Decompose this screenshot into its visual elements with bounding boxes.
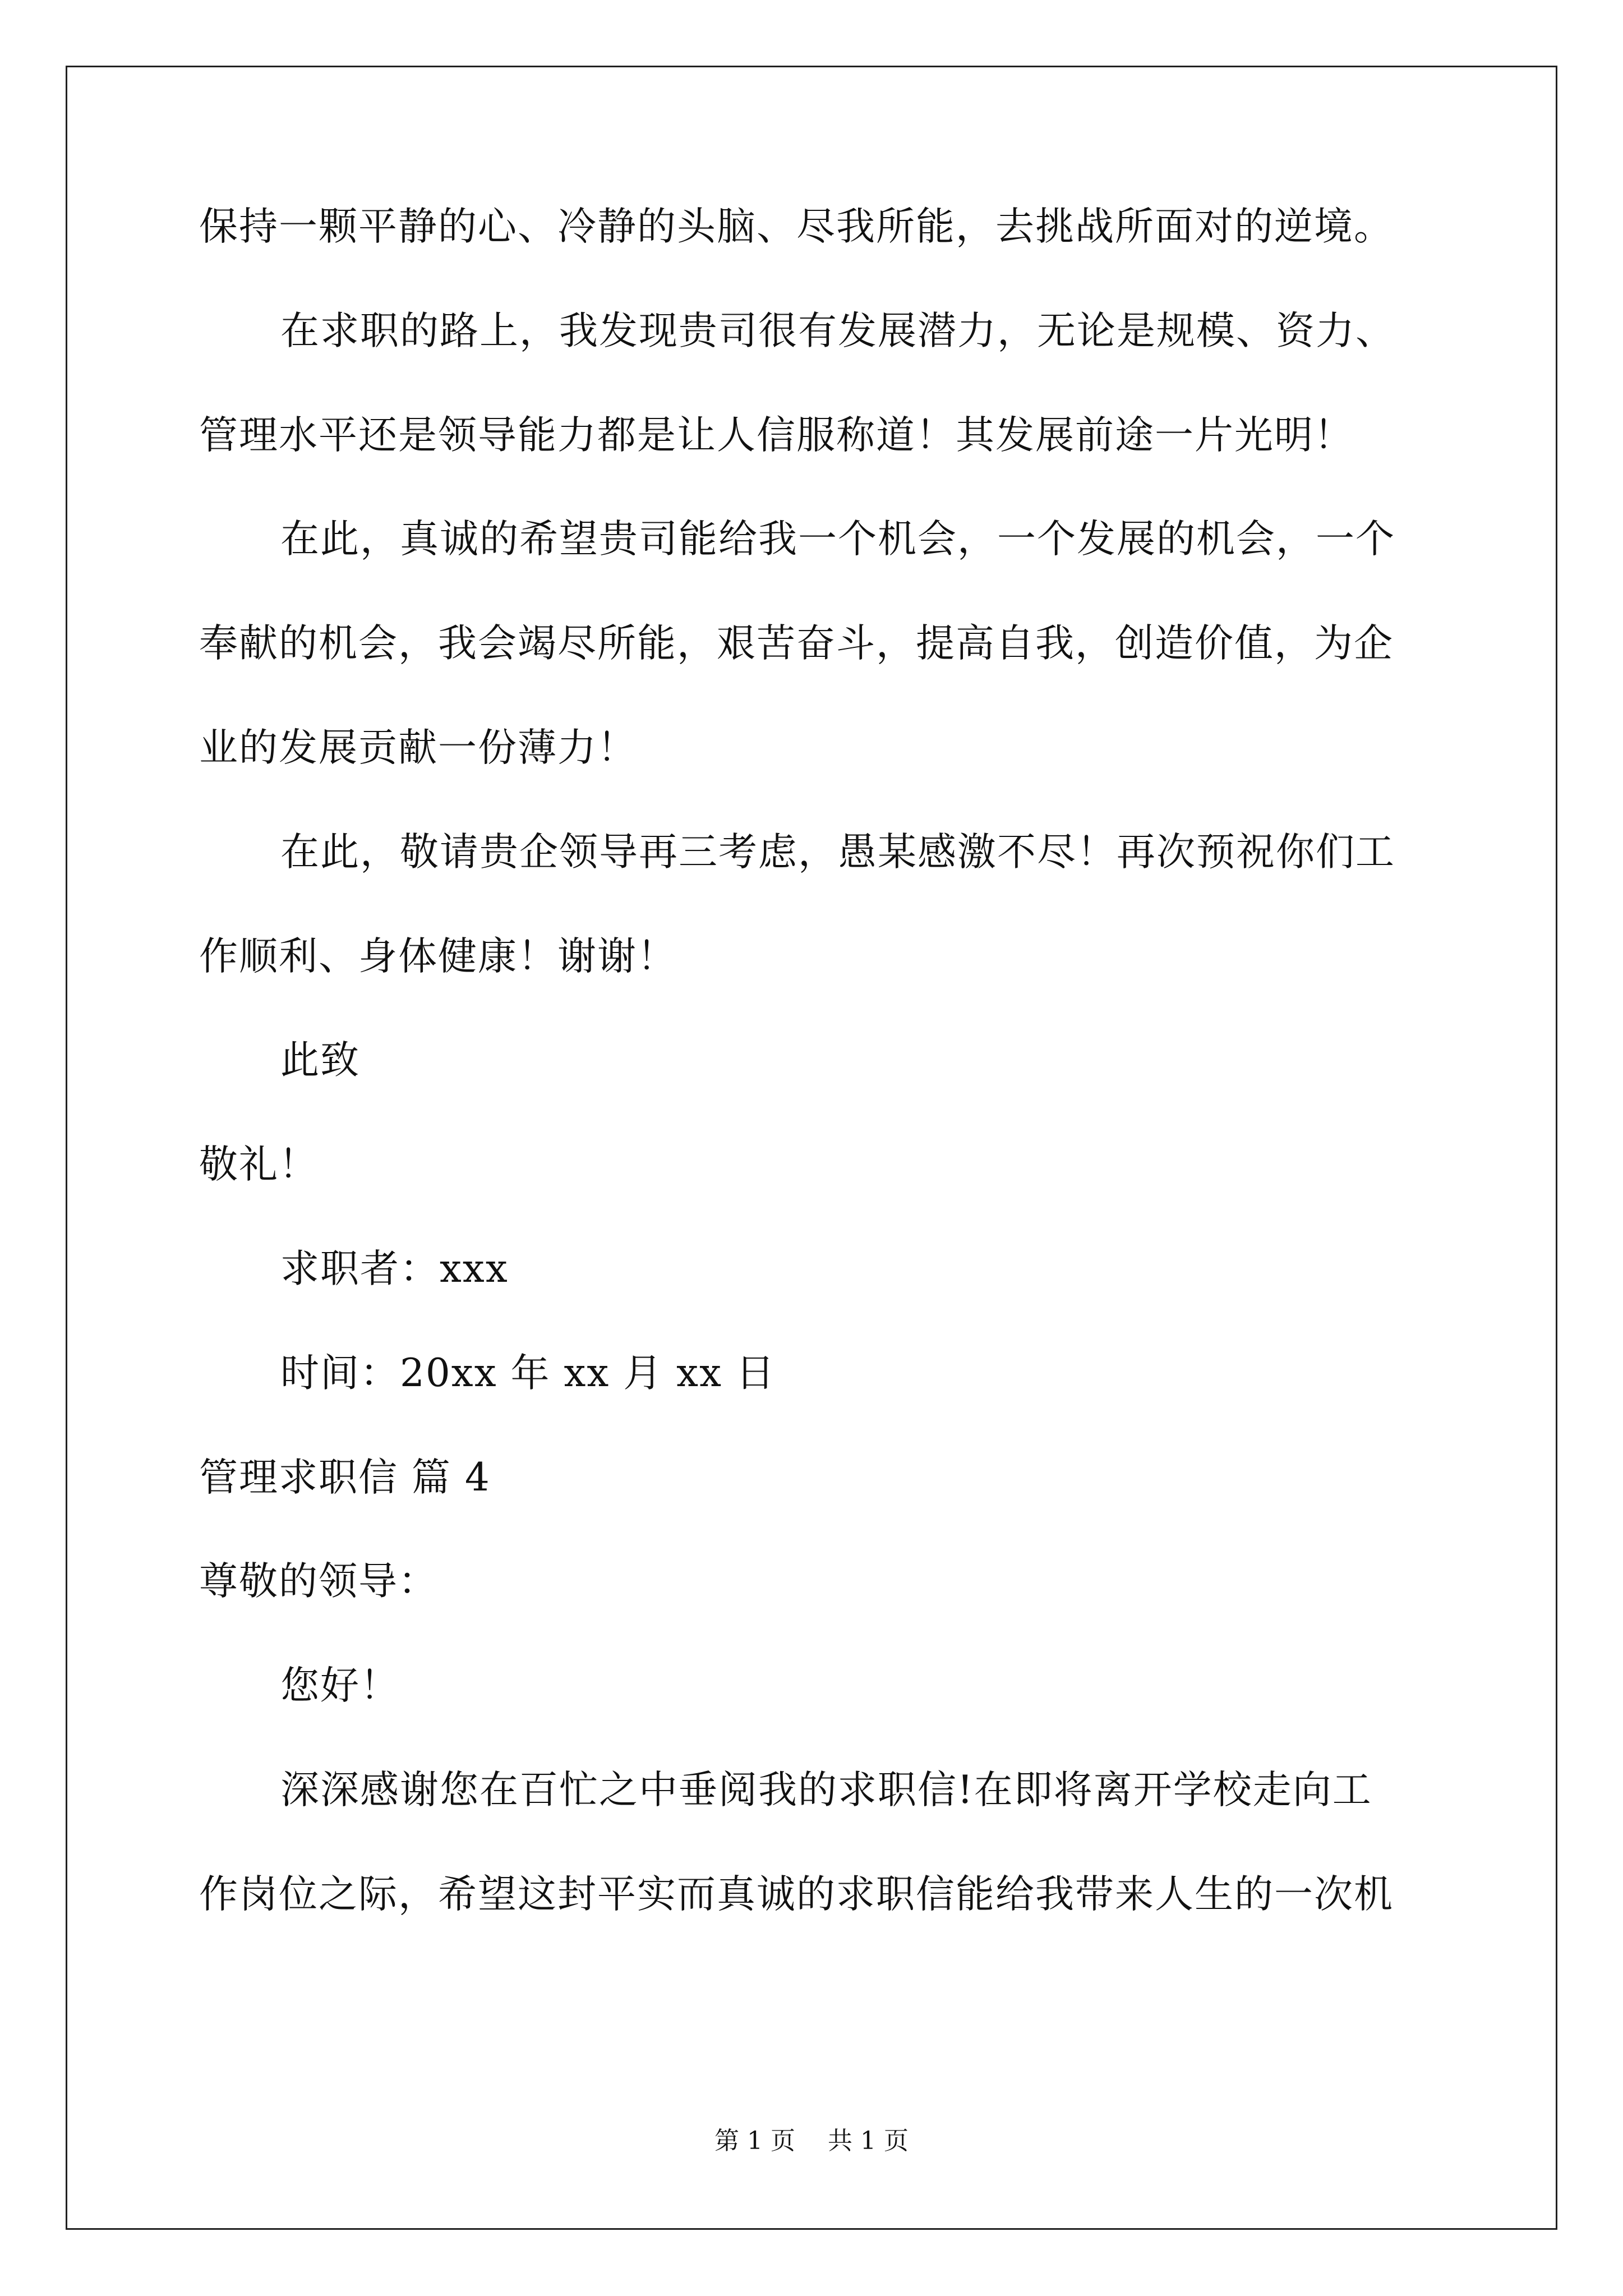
paragraph-line: 管理水平还是领导能力都是让人信服称道！其发展前途一片光明！ [199, 413, 1354, 458]
paragraph-line: 在此，真诚的希望贵司能给我一个机会，一个发展的机会，一个 [280, 517, 1395, 562]
section-heading: 管理求职信 篇 4 [199, 1455, 491, 1500]
paragraph-line: 业的发展贡献一份薄力！ [199, 725, 637, 770]
greeting: 您好！ [280, 1663, 400, 1708]
salutation-closing: 敬礼！ [199, 1142, 319, 1187]
page-number: 第 1 页 [714, 2127, 795, 2155]
page-total: 共 1 页 [828, 2127, 909, 2155]
page-footer [0, 2129, 1623, 2154]
paragraph-line: 在求职的路上，我发现贵司很有发展潜力，无论是规模、资力、 [280, 309, 1395, 353]
date-line: 时间：20xx 年 xx 月 xx 日 [280, 1351, 776, 1396]
paragraph-line: 在此，敬请贵企领导再三考虑，愚某感激不尽！再次预祝你们工 [280, 830, 1395, 875]
applicant-name: 求职者：xxx [280, 1246, 509, 1291]
letter-salutation: 尊敬的领导： [199, 1559, 438, 1604]
closing-phrase: 此致 [280, 1038, 360, 1083]
paragraph-line: 作顺利、身体健康！谢谢！ [199, 934, 677, 979]
paragraph-line: 保持一颗平静的心、冷静的头脑、尽我所能，去挑战所面对的逆境。 [199, 204, 1394, 249]
paragraph-line: 作岗位之际，希望这封平实而真诚的求职信能给我带来人生的一次机 [199, 1872, 1394, 1917]
paragraph-line: 奉献的机会，我会竭尽所能，艰苦奋斗，提高自我，创造价值，为企 [199, 621, 1394, 666]
paragraph-line: 深深感谢您在百忙之中垂阅我的求职信!在即将离开学校走向工 [280, 1768, 1372, 1812]
